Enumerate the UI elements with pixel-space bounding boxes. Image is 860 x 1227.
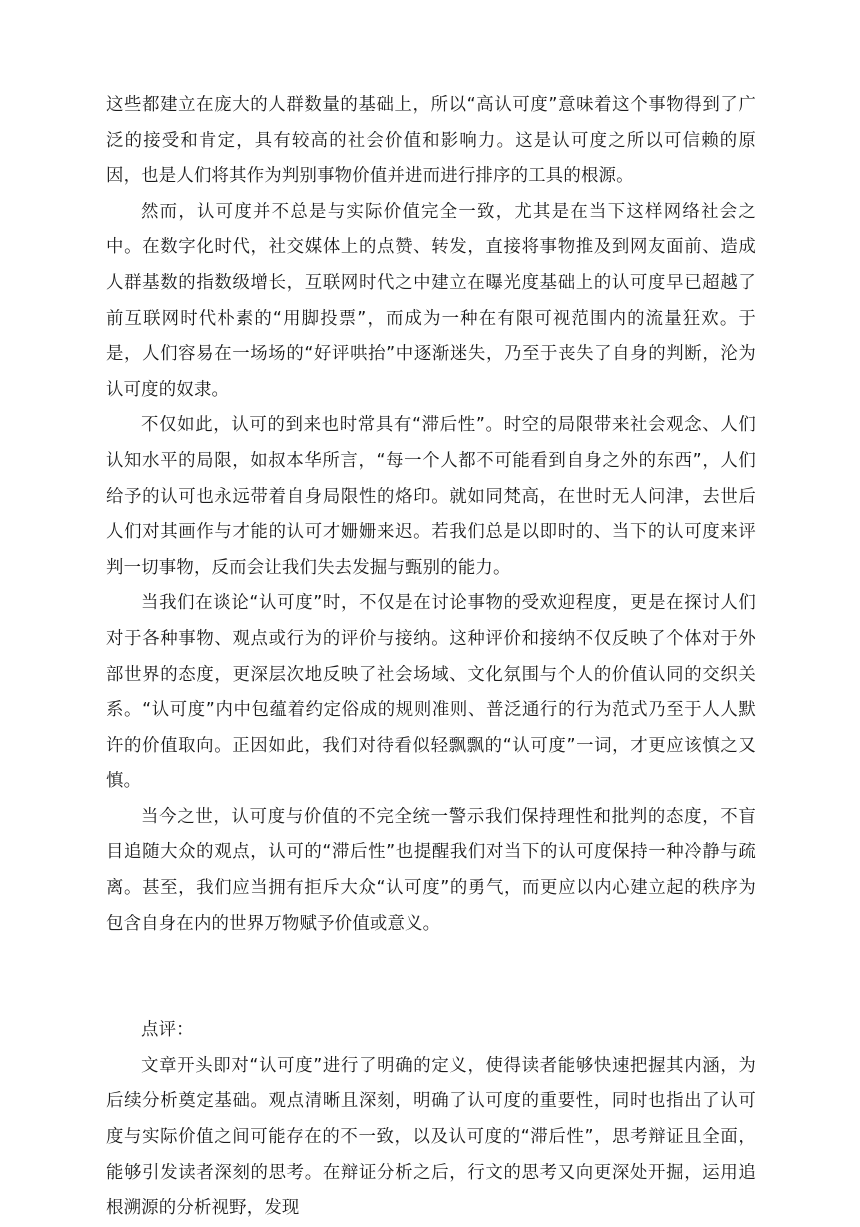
essay-paragraph-2: 然而，认可度并不总是与实际价值完全一致，尤其是在当下这样网络社会之中。在数字化时代，社交媒体上的点赞、转发，直接将事物推及到网友面前、造成人群基数的指数级增长，互联网时代之中建立在曝光度基础上的认可度早已超越了前互联网时代朴素的“用脚投票”，而成为一种在有限可视范围内的流量狂欢。于是，人们容易在一场场的“好评哄抬”中逐渐迷失，乃至于丧失了自身的判断，沦为认可度的奴隶。 xyxy=(106,201,756,400)
essay-paragraph-1: 这些都建立在庞大的人群数量的基础上，所以“高认可度”意味着这个事物得到了广泛的接受和肯定，具有较高的社会价值和影响力。这是认可度之所以可信赖的原因，也是人们将其作为判别事物价值并进而进行排序的工具的根源。 xyxy=(106,95,756,187)
document-page xyxy=(106,88,756,1227)
section-gap xyxy=(106,942,756,1013)
essay-paragraph-3: 不仅如此，认可的到来也时常具有“滞后性”。时空的局限带来社会观念、人们认知水平的局限，如叔本华所言，“每一个人都不可能看到自身之外的东西”，人们给予的认可也永远带着自身局限性的烙印。就如同梵高，在世时无人问津，去世后人们对其画作与才能的认可才姗姗来迟。若我们总是以即时的、当下的认可度来评判一切事物，反而会让我们失去发掘与甄别的能力。 xyxy=(106,415,756,578)
comment-heading: 点评： xyxy=(141,1020,194,1041)
comment-paragraph: 文章开头即对“认可度”进行了明确的定义，使得读者能够快速把握其内涵，为后续分析奠定基础。观点清晰且深刻，明确了认可度的重要性，同时也指出了认可度与实际价值之间可能存在的不一致，以及认可度的“滞后性”，思考辩证且全面，能够引发读者深刻的思考。在辩证分析之后，行文的思考又向更深处开掘，运用追根溯源的分析视野，发现 xyxy=(106,1055,756,1219)
essay-paragraph-4: 当我们在谈论“认可度”时，不仅是在讨论事物的受欢迎程度，更是在探讨人们对于各种事物、观点或行为的评价与接纳。这种评价和接纳不仅反映了个体对于外部世界的态度，更深层次地反映了社会场域、文化氛围与个人的价值认同的交织关系。“认可度”内中包蕴着约定俗成的规则准则、普泛通行的行为范式乃至于人人默许的价值取向。正因如此，我们对待看似轻飘飘的“认可度”一词，才更应该慎之又慎。 xyxy=(106,593,756,792)
essay-paragraph-5: 当今之世，认可度与价值的不完全统一警示我们保持理性和批判的态度，不盲目追随大众的观点，认可的“滞后性”也提醒我们对当下的认可度保持一种冷静与疏离。甚至，我们应当拥有拒斥大众“认可度”的勇气，而更应以内心建立起的秩序为包含自身在内的世界万物赋予价值或意义。 xyxy=(106,806,756,934)
